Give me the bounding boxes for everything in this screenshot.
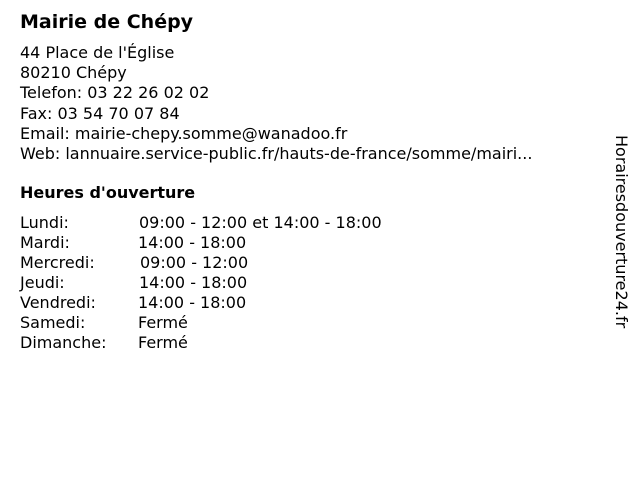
day-hours: 14:00 - 18:00 — [138, 293, 247, 312]
day-hours: 09:00 - 12:00 et 14:00 - 18:00 — [139, 213, 382, 232]
day-label: Samedi: — [20, 313, 86, 332]
day-hours: 09:00 - 12:00 — [140, 253, 249, 272]
address-city: 80210 Chépy — [20, 63, 127, 83]
day-label: Jeudi: — [20, 273, 65, 292]
day-hours: Fermé — [138, 333, 188, 352]
day-hours: Fermé — [138, 313, 188, 332]
fax-text: Fax: 03 54 70 07 84 — [20, 103, 180, 123]
day-label: Lundi: — [20, 213, 69, 232]
day-label: Mercredi: — [20, 253, 95, 272]
address-street: 44 Place de l'Église — [20, 43, 175, 62]
phone-text: Telefon: 03 22 26 02 02 — [20, 83, 210, 103]
day-hours: 14:00 - 18:00 — [139, 273, 248, 292]
contact-info — [20, 43, 532, 164]
email-text: Email: mairie-chepy.somme@wanadoo.fr — [20, 123, 348, 143]
web-text: Web: lannuaire.service-public.fr/hauts-de-france/somme/mairi... — [20, 144, 533, 164]
site-watermark: Horairesdouverture24.fr — [612, 135, 631, 329]
day-label: Vendredi: — [20, 293, 96, 312]
page-title: Mairie de Chépy — [20, 11, 194, 33]
day-hours: 14:00 - 18:00 — [138, 233, 247, 252]
day-label: Dimanche: — [20, 333, 107, 352]
day-label: Mardi: — [20, 233, 70, 252]
opening-hours-heading: Heures d'ouverture — [20, 183, 196, 202]
